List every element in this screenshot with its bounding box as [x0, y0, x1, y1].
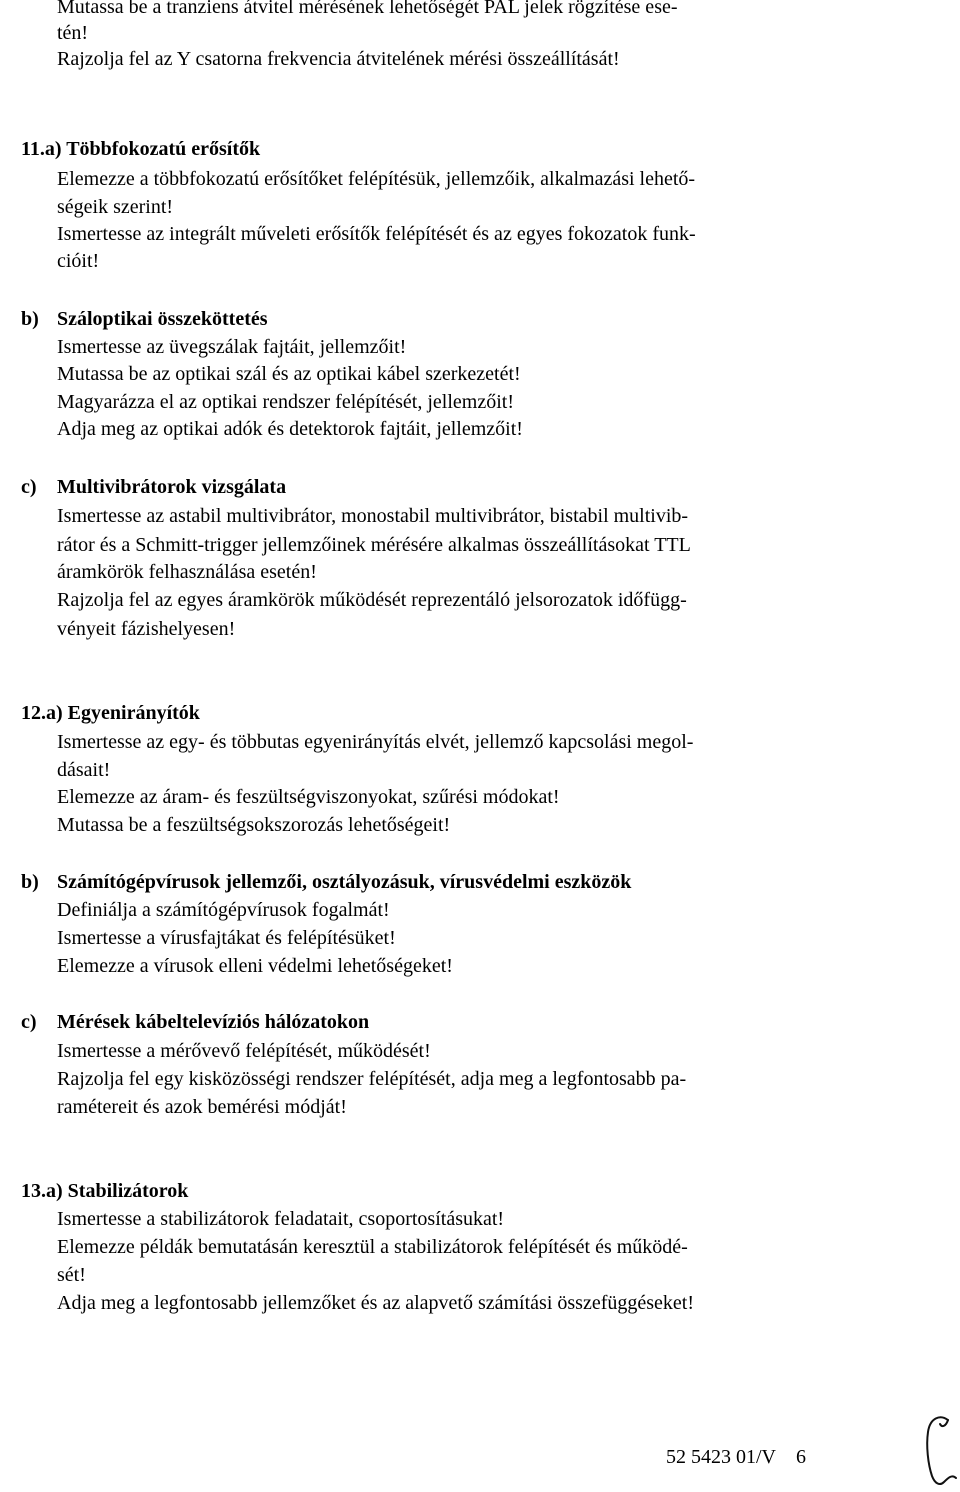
text-line: dásait! — [57, 759, 111, 781]
section-number: 13. — [21, 1180, 46, 1202]
text-line: Elemezze az áram- és feszültségviszonyokat, szűrési módokat! — [57, 786, 560, 808]
subsection-label: a) — [46, 702, 63, 724]
document-code: 52 5423 01/V — [666, 1446, 776, 1468]
text-line: cióit! — [57, 250, 100, 272]
text-line: Elemezze a vírusok elleni védelmi lehetőségeket! — [57, 955, 453, 977]
page-number: 6 — [796, 1446, 806, 1468]
text-line: Ismertesse a vírusfajtákat és felépítésüket! — [57, 927, 396, 949]
section-number: 11. — [21, 138, 45, 160]
text-line: Ismertesse a mérővevő felépítését, működését! — [57, 1040, 431, 1062]
text-line: Ismertesse az üvegszálak fajtáit, jellemzőit! — [57, 336, 407, 358]
subsection-title: Többfokozatú erősítők — [66, 138, 261, 160]
text-line: Mutassa be az optikai szál és az optikai kábel szerkezetét! — [57, 363, 521, 385]
subsection-label: c) — [21, 1011, 37, 1033]
text-line: tén! — [57, 22, 89, 44]
section-heading-11c — [21, 474, 286, 500]
text-line: rátor és a Schmitt-trigger jellemzőinek mérésére alkalmas összeállításokat TTL — [57, 534, 691, 556]
section-number: 12. — [21, 702, 46, 724]
text-line: Rajzolja fel az egyes áramkörök működését reprezentáló jelsorozatok időfügg- — [57, 589, 687, 611]
subsection-label: b) — [21, 308, 39, 330]
text-line: ségeik szerint! — [57, 196, 174, 218]
subsection-title: Stabilizátorok — [67, 1180, 189, 1202]
section-heading-11a — [21, 136, 260, 162]
text-line: Mutassa be a feszültségsokszorozás lehetőségeit! — [57, 814, 451, 836]
text-line: Elemezze a többfokozatú erősítőket felépítésük, jellemzőik, alkalmazási lehető- — [57, 168, 696, 190]
page-footer — [666, 1444, 806, 1470]
subsection-title: Egyenirányítók — [67, 702, 200, 724]
subsection-title: Számítógépvírusok jellemzői, osztályozásuk, vírusvédelmi eszközök — [57, 871, 632, 893]
subsection-title: Száloptikai összeköttetés — [57, 308, 268, 330]
text-line: Magyarázza el az optikai rendszer felépítését, jellemzőit! — [57, 391, 514, 413]
text-line: Rajzolja fel az Y csatorna frekvencia átvitelének mérési összeállítását! — [57, 48, 620, 70]
subsection-label: c) — [21, 476, 37, 498]
section-heading-12a — [21, 700, 200, 726]
text-line: Adja meg a legfontosabb jellemzőket és az alapvető számítási összefüggéseket! — [57, 1292, 694, 1314]
text-line: Elemezze példák bemutatásán keresztül a stabilizátorok felépítését és működé- — [57, 1236, 688, 1258]
text-line: Rajzolja fel egy kisközösségi rendszer felépítését, adja meg a legfontosabb pa- — [57, 1068, 687, 1090]
subsection-label: a) — [44, 138, 62, 160]
text-line: Definiálja a számítógépvírusok fogalmát! — [57, 899, 390, 921]
section-heading-12b — [21, 869, 631, 895]
section-heading-12c — [21, 1009, 369, 1035]
handwritten-signature — [918, 1412, 960, 1490]
subsection-title: Multivibrátorok vizsgálata — [57, 476, 287, 498]
section-heading-11b — [21, 306, 268, 332]
text-line: áramkörök felhasználása esetén! — [57, 561, 317, 583]
subsection-label: a) — [46, 1180, 63, 1202]
text-line: Ismertesse az egy- és többutas egyenirányítás elvét, jellemző kapcsolási megol- — [57, 731, 694, 753]
text-line: Mutassa be a tranziens átvitel mérésének lehetőségét PAL jelek rögzítése ese- — [57, 0, 678, 18]
text-line: sét! — [57, 1264, 86, 1286]
subsection-title: Mérések kábeltelevíziós hálózatokon — [57, 1011, 370, 1033]
text-line: vényeit fázishelyesen! — [57, 618, 236, 640]
section-heading-13a — [21, 1178, 188, 1204]
text-line: Adja meg az optikai adók és detektorok fajtáit, jellemzőit! — [57, 418, 523, 440]
text-line: Ismertesse a stabilizátorok feladatait, csoportosításukat! — [57, 1208, 505, 1230]
text-line: Ismertesse az integrált műveleti erősítők felépítését és az egyes fokozatok funk- — [57, 223, 696, 245]
subsection-label: b) — [21, 871, 39, 893]
text-line: ramétereit és azok bemérési módját! — [57, 1096, 347, 1118]
text-line: Ismertesse az astabil multivibrátor, monostabil multivibrátor, bistabil multivib- — [57, 505, 689, 527]
